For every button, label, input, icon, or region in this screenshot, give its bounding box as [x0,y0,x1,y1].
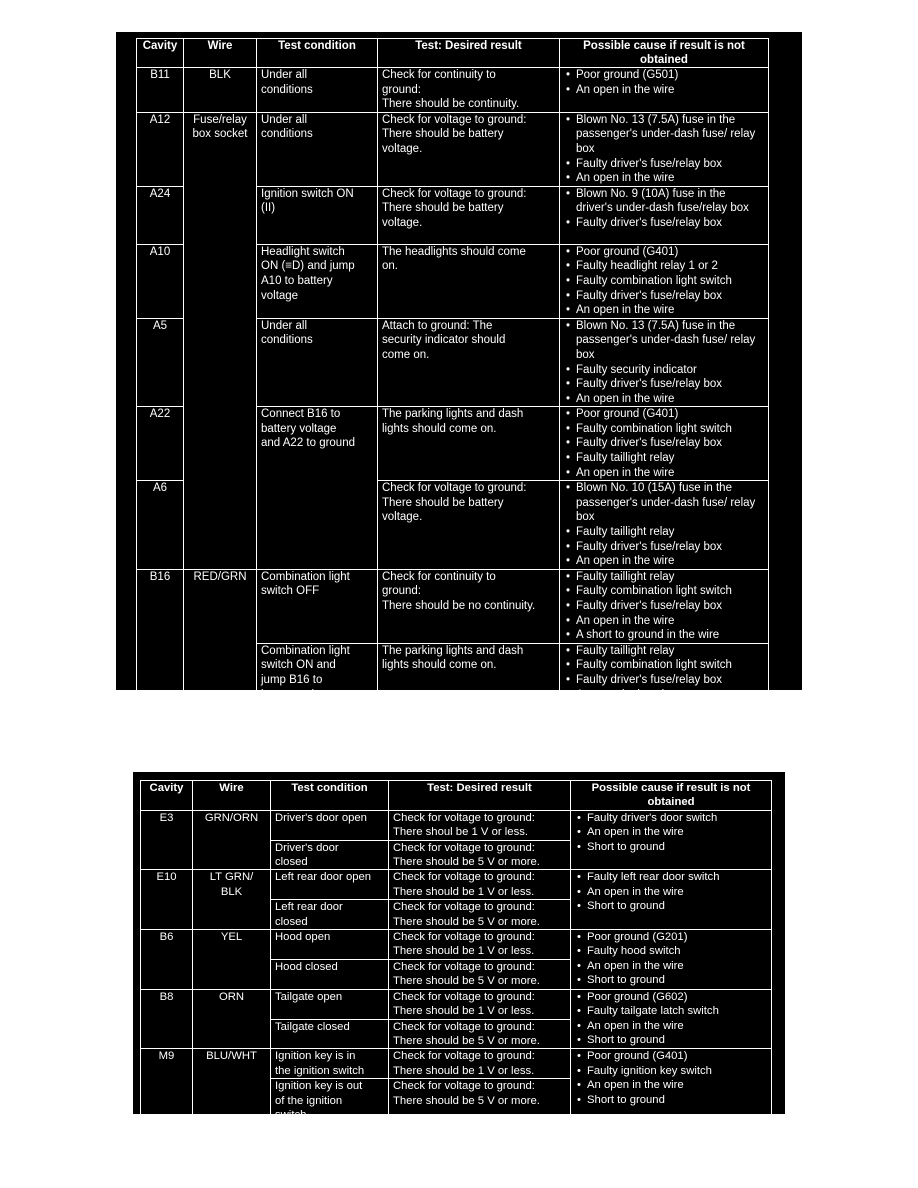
cause-item: • Blown No. 13 (7.5A) fuse in the passenger's under-dash fuse/ relay box [564,319,764,363]
cause-item: • Short to ground [575,973,767,987]
cavity-cell-text: B16 [149,570,171,583]
cause-item: • Short to ground [575,1033,767,1047]
cause-item: • An open in the wire [575,885,767,899]
desired-result-cell-text: Check for voltage to ground: There should be 1 V or less. [393,931,535,958]
cause-item: • An open in the wire [564,83,764,98]
cause-item: • An open in the wire [575,1019,767,1033]
desired-result-cell-text: Check for voltage to ground: There should be 1 V or less. [393,871,535,898]
header-test-condition: Test condition [257,39,378,68]
possible-cause-cell [560,68,769,113]
test-condition-cell [257,643,378,702]
cause-list [564,570,764,643]
cavity-cell [137,481,184,570]
cavity-cell [141,930,193,990]
desired-result-cell-text: Check for voltage to ground: There should be battery voltage. [382,482,527,524]
table-row [137,569,769,643]
test-condition-cell [271,840,389,870]
possible-cause-cell [571,810,772,870]
cause-item: • A short to ground in the wire [564,628,764,643]
cause-list [575,870,767,913]
cause-item: • Blown No. 10 (15A) fuse in the passenger's under-dash fuse/ relay box [564,481,764,525]
cause-item: • Faulty taillight relay [564,525,764,540]
desired-result-cell [389,870,571,900]
cause-item: • An open in the wire [564,303,764,318]
test-condition-cell [257,244,378,318]
cavity-cell-text: A6 [152,482,168,495]
possible-cause-cell [560,481,769,570]
test-condition-cell-text: Left rear door closed [275,901,343,928]
cause-item: • Faulty driver's fuse/relay box [564,540,764,555]
desired-result-cell-text: Check for voltage to ground: There should be 5 V or more. [393,960,540,988]
cause-item: • Faulty driver's fuse/relay box [564,216,764,231]
cause-item: • Poor ground (G401) [564,245,764,260]
table-row [141,930,772,960]
desired-result-cell-text: Check for voltage to ground: There should be 5 V or more. [393,901,540,928]
cause-item: • Short to ground [575,1093,767,1107]
possible-cause-cell [571,930,772,990]
test-condition-cell-text: Headlight switch ON (≡D) and jump A10 to battery voltage [261,245,355,302]
test-condition-cell-text: Combination light switch OFF [261,570,350,598]
cause-item: • Faulty taillight relay [564,451,764,466]
desired-result-cell [389,840,571,870]
cavity-cell [137,407,184,481]
header-desired-result: Test: Desired result [389,781,571,811]
cause-item: • Faulty taillight relay [564,570,764,585]
test-condition-cell [271,870,389,900]
test-condition-cell-text: Tailgate closed [275,1020,350,1033]
test-condition-cell-text: Tailgate open [275,990,343,1003]
header-cavity: Cavity [137,39,184,68]
wire-cell-text: LT GRN/ BLK [209,871,254,898]
test-condition-cell-text: Combination light switch ON and jump B16 to battery voltage [261,644,350,701]
cause-list [564,407,764,480]
cause-item: • An open in the wire [564,392,764,407]
desired-result-cell [389,1079,571,1123]
header-possible-cause: Possible cause if result is not obtained [560,39,769,68]
desired-result-cell [389,1049,571,1079]
cause-list [564,245,764,318]
desired-result-cell [378,186,560,244]
test-condition-cell-text: Ignition switch ON (II) [261,187,354,215]
table-row [141,810,772,840]
wire-cell [193,930,271,990]
desired-result-cell [389,930,571,960]
test-condition-cell-text: Under all conditions [261,69,313,96]
desired-result-cell [389,810,571,840]
desired-result-cell-text: Check for voltage to ground: There should be 1 V or less. [393,990,535,1018]
cause-item: • Faulty driver's fuse/relay box [564,599,764,614]
header-wire: Wire [193,781,271,811]
cavity-cell [137,569,184,702]
wire-cell [193,870,271,930]
wire-cell [193,989,271,1049]
test-condition-cell [271,959,389,989]
cause-item: • Blown No. 13 (7.5A) fuse in the passenger's under-dash fuse/ relay box [564,113,764,157]
table-row [141,1049,772,1079]
possible-cause-cell [560,318,769,407]
test-condition-cell [257,112,378,186]
test-condition-cell-text: Driver's door closed [275,841,339,869]
desired-result-cell-text: Check for voltage to ground: There should be battery voltage. [382,187,527,229]
table-row [137,112,769,186]
cause-item: • Faulty security indicator [564,363,764,378]
desired-result-cell [378,318,560,407]
desired-result-cell [378,481,560,570]
possible-cause-cell [571,989,772,1049]
desired-result-cell-text: Check for voltage to ground: There should be 5 V or more. [393,1080,540,1107]
cause-item: • Poor ground (G201) [575,930,767,944]
table-header-row [137,39,769,68]
possible-cause-cell [560,186,769,244]
test-condition-cell-text: Hood open [275,931,331,944]
test-condition-cell-text: Ignition key is in the ignition switch [275,1050,365,1077]
cause-item: • An open in the wire [575,1078,767,1092]
wire-cell [184,68,257,113]
cause-list [564,187,764,231]
connector-test-table-2 [140,780,772,1123]
cause-list [575,1049,767,1107]
test-condition-cell [257,407,378,570]
desired-result-cell [378,68,560,113]
wire-cell [193,1049,271,1123]
cause-item: • Faulty headlight relay 1 or 2 [564,259,764,274]
cause-item: • An open in the wire [564,688,764,703]
cause-item: • Faulty driver's fuse/relay box [564,157,764,172]
cause-item: • Faulty driver's fuse/relay box [564,673,764,688]
test-condition-cell [257,318,378,407]
test-condition-cell-text: Left rear door open [275,871,372,884]
test-condition-cell [257,569,378,643]
test-condition-cell [271,1079,389,1123]
desired-result-cell-text: The headlights should come on. [382,245,526,273]
desired-result-cell [389,900,571,930]
test-condition-cell-text: Under all conditions [261,113,313,141]
cause-item: • Blown No. 9 (10A) fuse in the driver's under-dash fuse/relay box [564,187,764,216]
table-row [137,68,769,113]
wire-cell-text: BLU/WHT [206,1050,257,1063]
possible-cause-cell [571,870,772,930]
desired-result-cell [389,989,571,1019]
wire-cell [184,569,257,702]
cause-item: • Faulty driver's fuse/relay box [564,436,764,451]
cavity-cell [137,244,184,318]
cause-item: • Poor ground (G401) [575,1049,767,1063]
connector-test-table-1-panel [116,32,802,701]
cause-item: • Faulty hood switch [575,944,767,958]
cause-item: • An open in the wire [575,959,767,973]
desired-result-cell [378,569,560,643]
cavity-cell [141,810,193,870]
cause-item: • An open in the wire [564,614,764,629]
cavity-cell-text: A24 [149,187,171,200]
desired-result-cell [389,1019,571,1049]
possible-cause-cell [560,569,769,643]
desired-result-cell [378,244,560,318]
cavity-cell [137,68,184,113]
desired-result-cell [389,959,571,989]
cause-item: • Faulty driver's door switch [575,811,767,825]
test-condition-cell-text: Ignition key is out of the ignition switch [275,1080,363,1121]
cause-item: • Faulty ignition key switch [575,1064,767,1078]
cavity-cell [141,870,193,930]
cause-item: • Faulty combination light switch [564,422,764,437]
cause-list [564,644,764,702]
cavity-cell [137,186,184,244]
cavity-cell-text: M9 [158,1050,175,1063]
connector-test-table-2-panel [133,772,785,1121]
test-condition-cell [271,900,389,930]
cause-item: • Poor ground (G401) [564,407,764,422]
possible-cause-cell [560,643,769,702]
desired-result-cell-text: Check for continuity to ground: There should be no continuity. [382,570,536,612]
desired-result-cell-text: The parking lights and dash lights should come on. [382,644,524,672]
test-condition-cell-text: Driver's door open [275,811,367,824]
desired-result-cell-text: Check for voltage to ground: There should be 5 V or more. [393,841,540,869]
desired-result-cell [378,112,560,186]
test-condition-cell [271,1049,389,1079]
cause-item: • Short to ground [575,840,767,854]
cause-list [575,990,767,1048]
cause-item: • Faulty driver's fuse/relay box [564,289,764,304]
test-condition-cell [257,68,378,113]
wire-cell [184,112,257,569]
desired-result-cell-text: Check for voltage to ground: There should be 5 V or more. [393,1020,540,1047]
possible-cause-cell [560,112,769,186]
cause-item: • Faulty left rear door switch [575,870,767,884]
possible-cause-cell [571,1049,772,1123]
cavity-cell-text: B11 [150,69,170,81]
table-row [141,870,772,900]
cavity-cell-text: A12 [149,113,171,126]
wire-cell [193,810,271,870]
header-test-condition: Test condition [271,781,389,811]
cavity-cell [141,989,193,1049]
cause-item: • Faulty tailgate latch switch [575,1004,767,1018]
cause-item: • Faulty taillight relay [564,644,764,659]
cause-item: • Poor ground (G501) [564,68,764,83]
cavity-cell-text: E10 [156,871,177,884]
desired-result-cell-text: Check for voltage to ground: There should be battery voltage. [382,113,527,155]
connector-test-table-1 [136,38,769,703]
test-condition-cell-text: Under all conditions [261,319,313,347]
desired-result-cell [378,643,560,702]
cause-item: • An open in the wire [564,466,764,481]
cavity-cell-text: A22 [149,408,171,421]
cavity-cell-text: B6 [159,931,174,944]
desired-result-cell-text: Check for voltage to ground: There shoul be 1 V or less. [393,811,535,839]
cause-list [564,319,764,407]
test-condition-cell [271,810,389,840]
cause-item: • An open in the wire [564,554,764,569]
cause-item: • Short to ground [575,899,767,913]
wire-cell-text: BLK [209,69,231,81]
table-header-row [141,781,772,811]
cause-list [564,113,764,186]
possible-cause-cell [560,407,769,481]
test-condition-cell [271,1019,389,1049]
test-condition-cell-text: Hood closed [275,960,338,973]
header-cavity: Cavity [141,781,193,811]
header-desired-result: Test: Desired result [378,39,560,68]
possible-cause-cell [560,244,769,318]
cavity-cell-text: B8 [159,990,174,1003]
wire-cell-text: Fuse/relay box socket [192,113,248,141]
cause-item: • Poor ground (G602) [575,990,767,1004]
wire-cell-text: ORN [218,990,245,1003]
cause-list [575,930,767,988]
cavity-cell [141,1049,193,1123]
cause-list [564,481,764,569]
cause-item: • Faulty driver's fuse/relay box [564,377,764,392]
test-condition-cell-text: Connect B16 to battery voltage and A22 to ground [261,408,355,450]
cause-item: • Faulty combination light switch [564,584,764,599]
cavity-cell [137,318,184,407]
desired-result-cell [378,407,560,481]
desired-result-cell-text: The parking lights and dash lights should come on. [382,408,524,435]
table-row [141,989,772,1019]
wire-cell-text: RED/GRN [193,570,247,583]
cause-list [564,68,764,97]
cavity-cell-text: A5 [152,319,168,332]
cavity-cell-text: E3 [159,811,174,824]
cause-item: • An open in the wire [575,825,767,839]
test-condition-cell [271,989,389,1019]
header-wire: Wire [184,39,257,68]
desired-result-cell-text: Check for voltage to ground: There should be 1 V or less. [393,1050,535,1077]
cavity-cell-text: A10 [149,245,171,258]
desired-result-cell-text: Attach to ground: The security indicator should come on. [382,319,506,361]
header-possible-cause: Possible cause if result is not obtained [571,781,772,811]
cause-list [575,811,767,854]
cavity-cell [137,112,184,186]
wire-cell-text: YEL [220,931,243,944]
test-condition-cell [271,930,389,960]
cause-item: • Faulty combination light switch [564,658,764,673]
test-condition-cell [257,186,378,244]
cause-item: • An open in the wire [564,171,764,186]
cause-item: • Faulty combination light switch [564,274,764,289]
desired-result-cell-text: Check for continuity to ground: There should be continuity. [382,69,520,111]
wire-cell-text: GRN/ORN [204,811,259,824]
